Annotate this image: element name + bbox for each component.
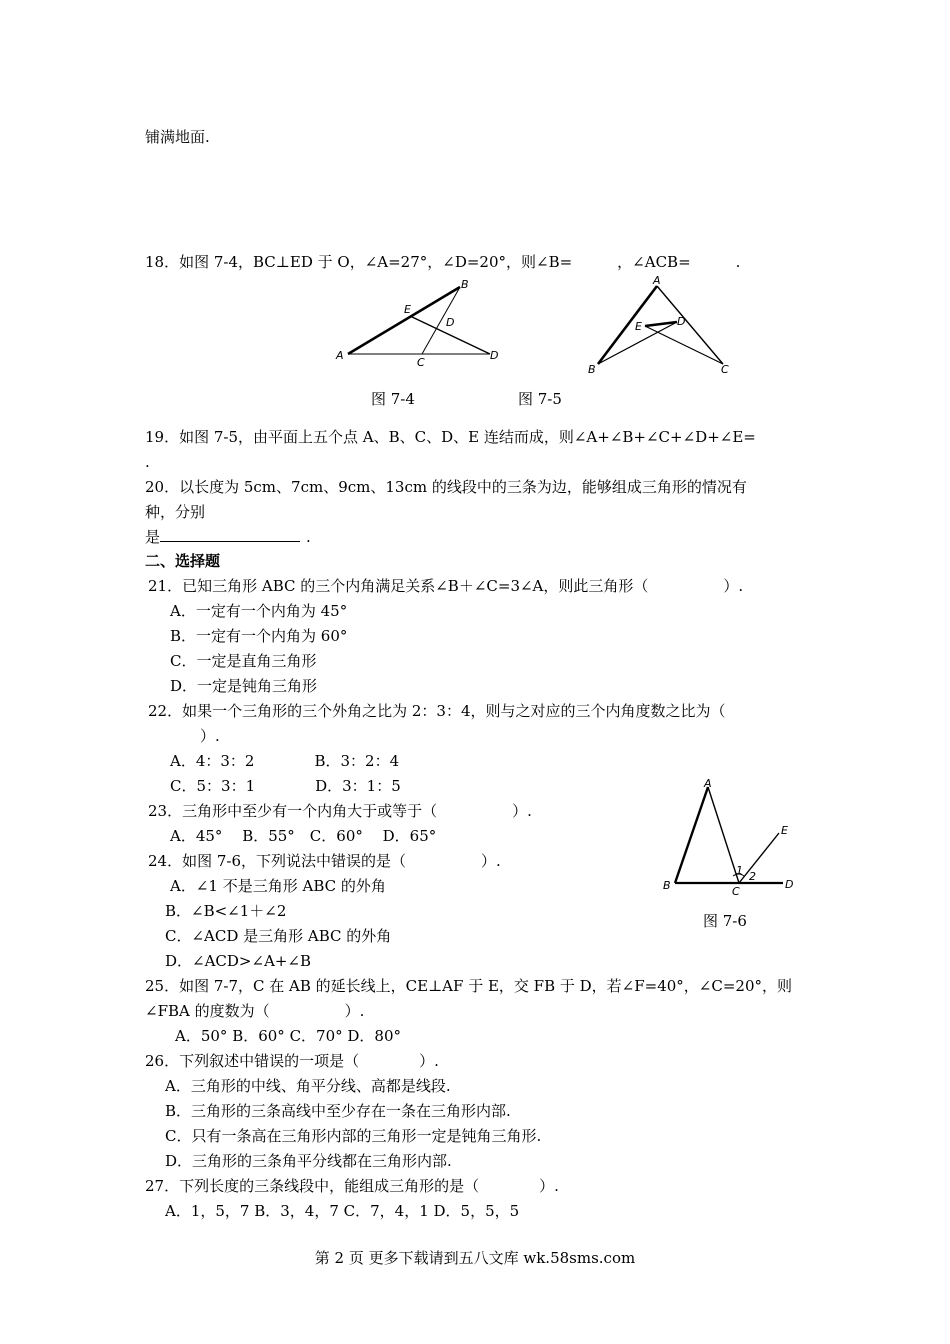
page-footer: 第 2 页 更多下载请到五八文库 wk.58sms.com (314, 1249, 636, 1267)
label-o-d: D (446, 316, 455, 329)
option-26c: C．只有一条高在三角形内部的三角形一定是钝角三角形. (165, 1127, 542, 1145)
question-20-prefix: 是 (145, 528, 161, 546)
label-b: B (588, 363, 596, 376)
question-18: 18．如图 7-4，BC⊥ED 于 O，∠A=27°，∠D=20°，则∠B= ，∠ACB= . (145, 253, 741, 271)
option-24c: C．∠ACD 是三角形 ABC 的外角 (165, 927, 392, 945)
label-a: A (653, 274, 661, 287)
question-20-answer (145, 527, 311, 547)
question-21: 21．已知三角形 ABC 的三个内角满足关系∠B＋∠C=3∠A，则此三角形（ ）. (148, 577, 744, 595)
label-e: E (781, 824, 788, 837)
options-22ab: A．4：3：2 B．3：2：4 (170, 752, 400, 770)
label-c: C (732, 885, 740, 898)
line-ec (645, 326, 723, 364)
line-ab (348, 287, 460, 354)
question-20-suffix: . (306, 528, 311, 546)
options-22cd: C．5：3：1 D．3：1：5 (170, 777, 401, 795)
options-25: A．50° B．60° C．70° D．80° (175, 1027, 402, 1045)
caption-7-4: 图 7-4 (371, 390, 415, 408)
label-d: D (490, 349, 499, 362)
label-a: A (704, 777, 712, 790)
line-ab (675, 787, 708, 883)
question-25-cont: ∠FBA 的度数为（ ）. (145, 1002, 365, 1020)
question-19-end: . (145, 453, 150, 471)
options-27: A．1，5，7 B．3，4，7 C．7，4，1 D．5，5，5 (165, 1202, 520, 1220)
text-line: 铺满地面. (145, 128, 210, 146)
section-heading: 二、选择题 (145, 552, 221, 570)
label-e: E (404, 303, 411, 316)
option-24b: B．∠B<∠1＋∠2 (165, 902, 287, 920)
question-23: 23．三角形中至少有一个内角大于或等于（ ）. (148, 802, 532, 820)
question-24: 24．如图 7-6，下列说法中错误的是（ ）. (148, 852, 501, 870)
question-22-end: ）. (200, 727, 220, 745)
question-26: 26．下列叙述中错误的一项是（ ）. (145, 1052, 439, 1070)
option-24d: D．∠ACD>∠A+∠B (165, 952, 312, 970)
caption-7-6: 图 7-6 (703, 912, 747, 930)
figure-7-6 (655, 775, 805, 904)
figure-7-5 (585, 272, 740, 384)
question-19: 19．如图 7-5，由平面上五个点 A、B、C、D、E 连结而成，则∠A+∠B+∠C+∠D+∠E= (145, 428, 756, 446)
label-angle-2: 2 (749, 870, 756, 883)
options-23: A．45° B．55° C．60° D．65° (170, 827, 437, 845)
figure-7-4 (330, 278, 510, 372)
option-21a: A．一定有一个内角为 45° (170, 602, 348, 620)
caption-7-5: 图 7-5 (518, 390, 562, 408)
line-ac (657, 286, 723, 364)
label-c: C (417, 356, 425, 368)
option-26a: A．三角形的中线、角平分线、高都是线段. (165, 1077, 451, 1095)
question-25: 25．如图 7-7，C 在 AB 的延长线上，CE⊥AF 于 E，交 FB 于 D，若∠F=40°，∠C=20°，则 (145, 977, 793, 995)
option-21d: D．一定是钝角三角形 (170, 677, 318, 695)
label-d: D (677, 315, 686, 328)
label-d: D (785, 878, 794, 891)
option-26b: B．三角形的三条高线中至少存在一条在三角形内部. (165, 1102, 511, 1120)
option-26d: D．三角形的三条角平分线都在三角形内部. (165, 1152, 452, 1170)
line-ce (739, 833, 779, 883)
option-21b: B．一定有一个内角为 60° (170, 627, 348, 645)
label-angle-1: 1 (736, 864, 743, 877)
label-b: B (461, 278, 469, 291)
line-ac (708, 787, 739, 883)
label-c: C (721, 363, 729, 376)
question-22: 22．如果一个三角形的三个外角之比为 2：3：4，则与之对应的三个内角度数之比为（ (148, 702, 726, 720)
answer-blank[interactable] (160, 527, 300, 542)
label-e: E (635, 320, 642, 333)
option-24a: A．∠1 不是三角形 ABC 的外角 (170, 877, 386, 895)
question-20: 20．以长度为 5cm、7cm、9cm、13cm 的线段中的三条为边，能够组成三角形的情况有 (145, 478, 747, 496)
question-27: 27．下列长度的三条线段中，能组成三角形的是（ ）. (145, 1177, 559, 1195)
question-20-cont: 种，分别 (145, 503, 206, 521)
option-21c: C．一定是直角三角形 (170, 652, 317, 670)
label-b: B (663, 879, 671, 892)
label-a: A (336, 349, 344, 362)
